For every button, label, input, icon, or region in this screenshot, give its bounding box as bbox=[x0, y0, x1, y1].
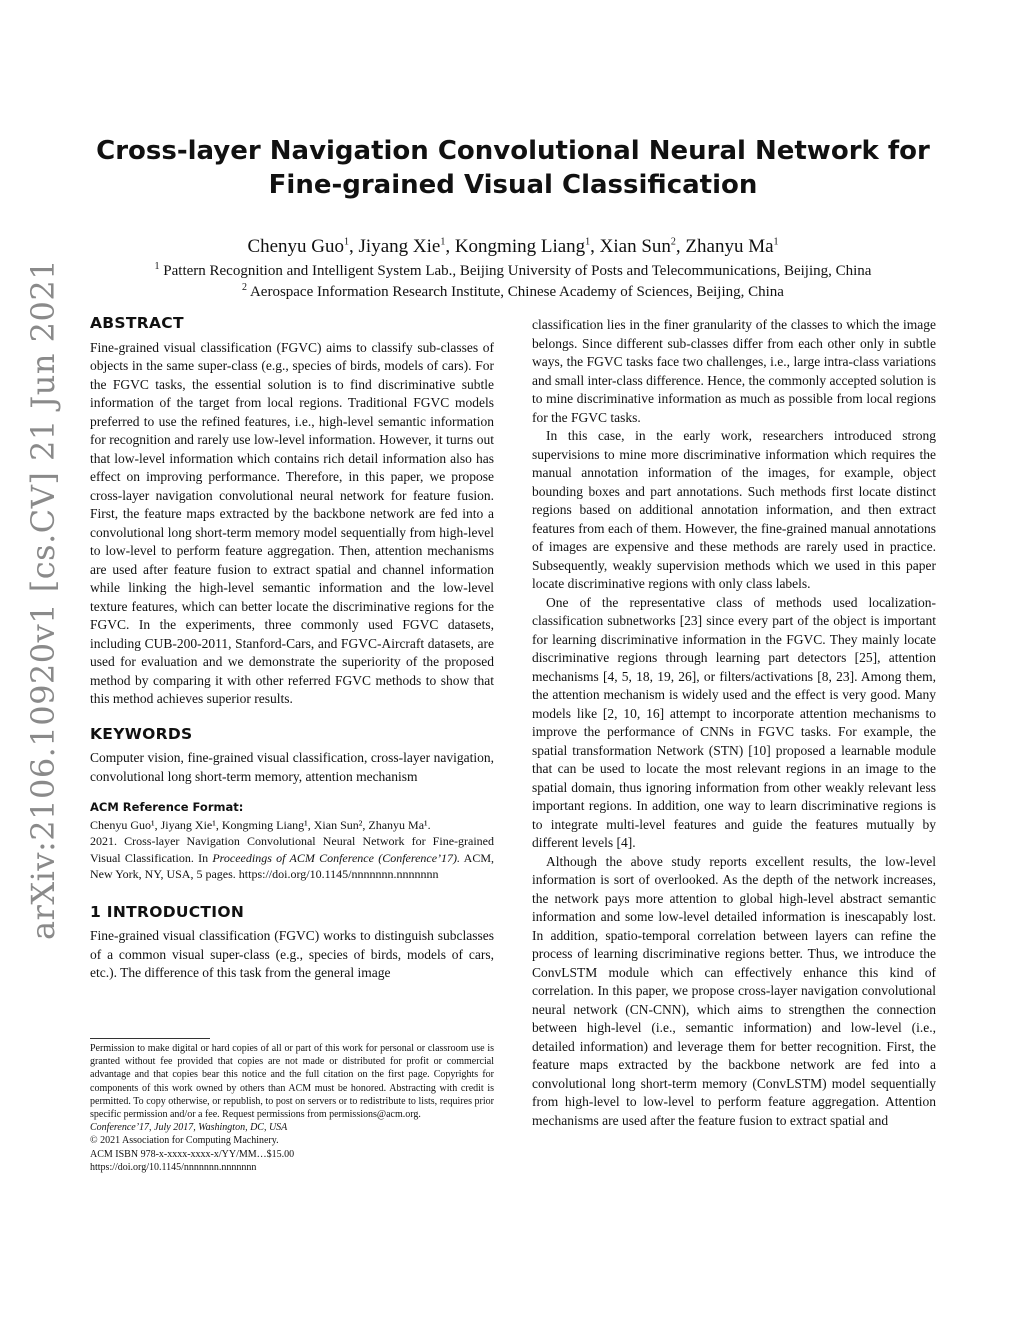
affiliation-1 bbox=[60, 261, 966, 281]
affiliation-text: Pattern Recognition and Intelligent System Lab., Beijing University of Posts and Telecommunications, Beijing, China bbox=[163, 263, 872, 279]
introduction-paragraph-1-continued: classification lies in the finer granularity of the classes to which the image belongs. Since different sub-classes differ from each other only in subtle ways, the FGVC tasks face two challenges, i.e., large intra-class variations and small inter-class difference. Hence, the commonly accepted solution is to mine discriminative information as much as possible from local regions for the FGVC tasks. bbox=[532, 317, 936, 425]
left-column bbox=[90, 314, 494, 983]
acm-reference-venue: Proceedings of ACM Conference (Conference’17). bbox=[212, 850, 461, 865]
acm-reference-authors: Chenyu Guo¹, Jiyang Xie¹, Kongming Liang¹, Xian Sun², Zhanyu Ma¹. bbox=[90, 817, 431, 832]
author-name: Chenyu Guo bbox=[247, 236, 345, 257]
affiliation-number: 1 bbox=[154, 261, 160, 272]
keywords-text: Computer vision, fine-grained visual classification, cross-layer navigation, convolutional long short-term memory, attention mechanism bbox=[90, 750, 494, 784]
author-affiliation-mark: 1 bbox=[344, 236, 350, 248]
author-name: Kongming Liang bbox=[454, 236, 586, 257]
doi-line: https://doi.org/10.1145/nnnnnnn.nnnnnnn bbox=[90, 1161, 257, 1173]
isbn-line: ACM ISBN 978-x-xxxx-xxxx-x/YY/MM…$15.00 bbox=[90, 1148, 295, 1160]
author-affiliation-mark: 2 bbox=[670, 236, 676, 248]
copyright-line: © 2021 Association for Computing Machinery. bbox=[90, 1135, 279, 1147]
right-column bbox=[532, 316, 936, 1130]
author-list: Chenyu Guo$^1$, Jiyang Xie$^1$, Kongming Liang$^1$, Xian Sun$^2$, Zhanyu Ma$^1$ bbox=[247, 236, 779, 257]
footnote-divider bbox=[90, 1038, 210, 1039]
author-affiliation-mark: 1 bbox=[440, 236, 446, 248]
paper-title bbox=[90, 134, 936, 202]
acm-reference-publisher: ACM, New York, NY, USA, 5 pages. https://doi.org/10.1145/nnnnnnn.nnnnnnn bbox=[90, 850, 494, 881]
affiliation-2 bbox=[60, 282, 966, 302]
arxiv-identifier-stamp: arXiv:2106.10920v1 [cs.CV] 21 Jun 2021 bbox=[24, 258, 62, 940]
acm-reference-block bbox=[90, 798, 494, 883]
introduction-heading: 1 INTRODUCTION bbox=[90, 902, 245, 921]
paper-title-line-1: Cross-layer Navigation Convolutional Neural Network for bbox=[96, 136, 930, 166]
affiliation-number: 2 bbox=[242, 282, 248, 293]
acm-reference-citation bbox=[90, 833, 494, 883]
author-name: Zhanyu Ma bbox=[685, 236, 774, 257]
author-affiliation-mark: 1 bbox=[585, 236, 591, 248]
keywords-heading: KEYWORDS bbox=[90, 724, 193, 743]
conference-line: Conference’17, July 2017, Washington, DC, USA bbox=[90, 1122, 288, 1134]
introduction-paragraph-2: In this case, in the early work, researchers introduced strong supervisions to mine more discriminative information which requires the manual annotation information of the images, for example, object bounding boxes and part annotations. Such methods first locate distinct regions based on additional annotation information, and then extract features from each of them. However, the fine-grained manual annotations of images are expensive and these methods are rarely used in practice. Subsequently, weakly supervision methods which we used in this paper locate discriminative regions with only class labels. bbox=[532, 428, 936, 591]
acm-reference-text: 2021. Cross-layer Navigation Convolutional Neural Network for Fine-grained Visual Classification. In bbox=[90, 834, 494, 865]
introduction-paragraph-1: Fine-grained visual classification (FGVC) works to distinguish subclasses of a common visual super-class (e.g., species of birds, models of cars, etc.). The difference of this task from the general image bbox=[90, 928, 494, 980]
acm-reference-label: ACM Reference Format: bbox=[90, 800, 244, 814]
abstract-text: Fine-grained visual classification (FGVC) aims to classify sub-classes of objects in the same super-class (e.g., species of birds, models of cars). For the FGVC tasks, the essential solution is to find discriminative subtle information of the target from local regions. Traditional FGVC models preferred to use the refined features, i.e., high-level semantic information for recognition and rarely use low-level information. However, it turns out that low-level information which contains rich detail information also has effect on improving performance. Therefore, in this paper, we propose cross-layer navigation convolutional neural network for feature fusion. First, the feature maps extracted by the backbone network are fed into a convolutional long short-term memory model sequentially from high-level to low-level to perform feature aggregation. Then, attention mechanisms are used after feature fusion to extract spatial and channel information while linking the high-level semantic information and the low-level texture features, which can better locate the discriminative regions for the FGVC. In the experiments, three commonly used FGVC datasets, including CUB-200-2011, Stanford-Cars, and FGVC-Aircraft datasets, are used for evaluation and we demonstrate the superiority of the proposed method by comparing it with other referred FGVC methods to show that this method achieves superior results. bbox=[90, 339, 494, 706]
author-name: Xian Sun bbox=[599, 236, 671, 257]
introduction-paragraph-3: One of the representative class of methods used localization-classification subnetworks [23] since every part of the object is important for learning discriminative information in the FGVC. They mainly locate discriminative regions through learning part detectors [25], attention mechanisms [4, 5, 18, 19, 26], or filters/activations [8, 23]. Among them, the attention mechanism is widely used and the effect is very good. Many models like [2, 10, 16] attempt to incorporate attention mechanisms to improve the performance of CNNs in FGVC tasks. For example, the spatial transformation Network (STN) [10] proposed a learnable module that can be used to locate the most relevant regions in an image to the spatial domain, thus ignoring information from other weakly relevant less important regions. In addition, one way to learn discriminative regions is to integrate multi-level features and guide the features mutually by different levels [4]. bbox=[532, 594, 936, 850]
introduction-paragraph-4: Although the above study reports excellent results, the low-level information is sort of overlooked. As the depth of the network increases, the network pays more attention to global high-level abstract semantic information and some low-level detailed information is inescapably lost. In addition, spatio-temporal correlation between layers can refine the process of learning discriminative regions better. Thus, we introduce the ConvLSTM module which can effectively enhance this kind of correlation. In this paper, we propose cross-layer navigation convolutional neural network (CN-CNN), which aims to strengthen the connection between high-level (i.e., semantic information) and low-level (i.e., detailed information) and leverage them for better recognition. First, the feature maps extracted by the backbone network are fed into a convolutional long short-term memory (ConvLSTM) model sequentially from high-level to low-level to perform feature aggregation. Attention mechanisms are used after the feature fusion to extract spatial and bbox=[532, 853, 936, 1128]
author-name: Jiyang Xie bbox=[358, 236, 441, 257]
affiliation-text: Aerospace Information Research Institute, Chinese Academy of Sciences, Beijing, China bbox=[249, 284, 784, 300]
copyright-footnote bbox=[90, 1042, 494, 1174]
permission-notice: Permission to make digital or hard copies of all or part of this work for personal or classroom use is granted without fee provided that copies are not made or distributed for profit or commercial advantage and that copies bear this notice and the full citation on the first page. Copyrights for components of this work owned by others than ACM must be honored. Abstracting with credit is permitted. To copy otherwise, or republish, to post on servers or to redistribute to lists, requires prior specific permission and/or a fee. Request permissions from permissions@acm.org. bbox=[90, 1043, 494, 1121]
abstract-heading: ABSTRACT bbox=[90, 314, 184, 332]
author-affiliation-mark: 1 bbox=[773, 236, 779, 248]
paper-title-line-2: Fine-grained Visual Classification bbox=[268, 170, 758, 200]
